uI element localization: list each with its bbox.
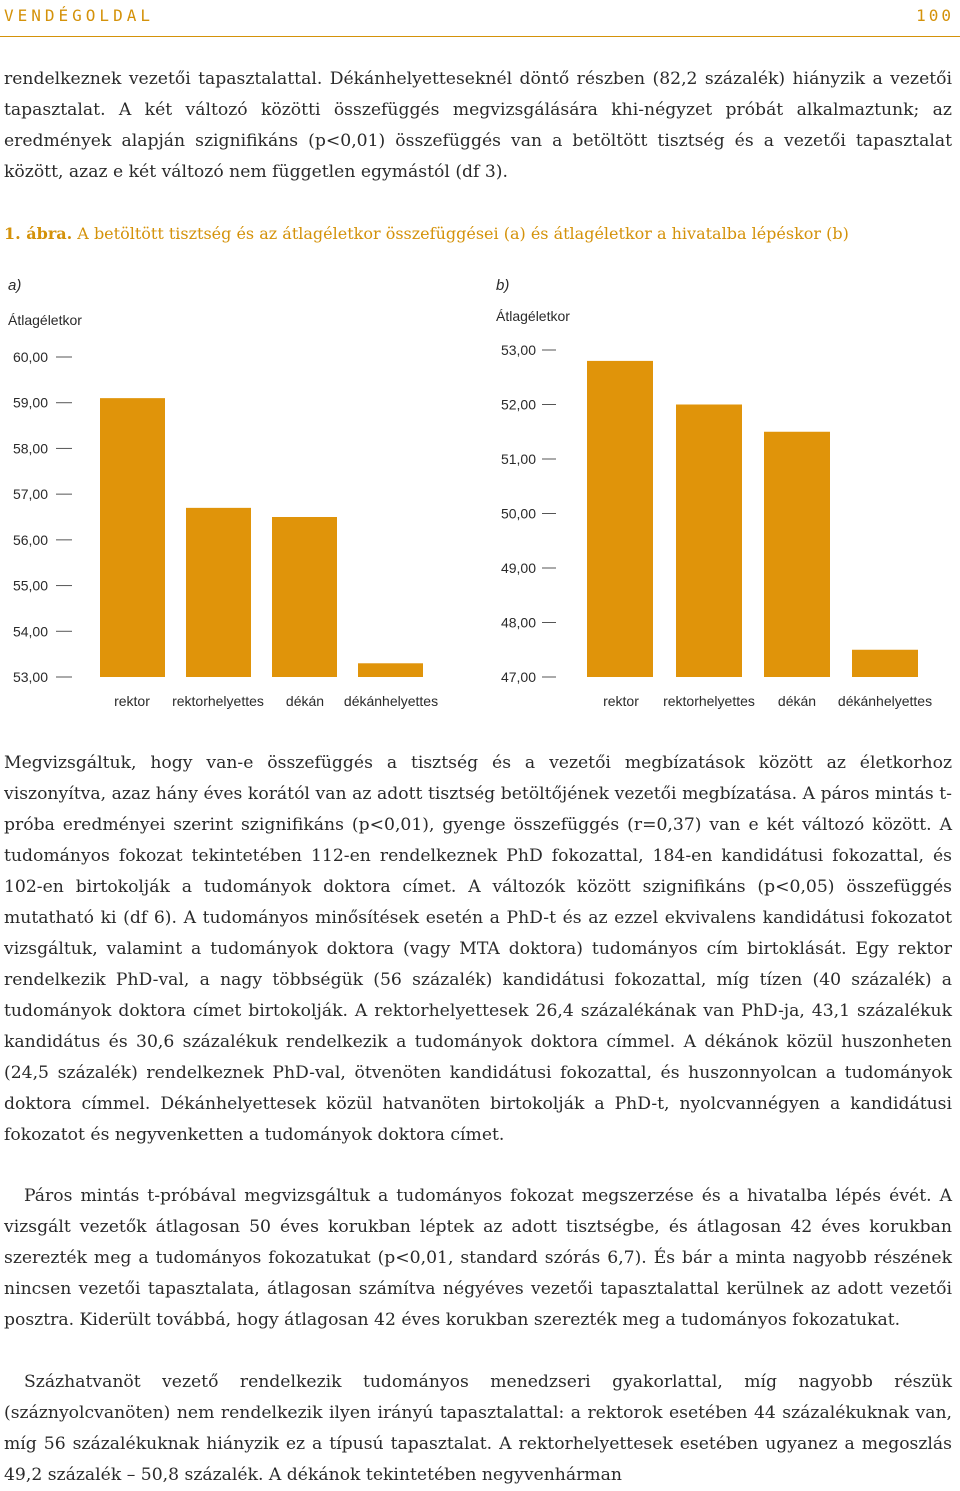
chart-a-category-label: rektor: [114, 693, 150, 709]
top-paragraph: rendelkeznek vezetői tapasztalattal. Dékánhelyetteseknél döntő részben (82,2 százalék) hiányzik a vezetői tapasztalat. A két változó közötti összefüggés megvizsgálására khi-négyzet próbát alkalmaztunk; az eredmények alapján szignifikáns (p<0,01) összefüggés van a betöltött tisztség és a vezetői tapasztalat között, azaz e két változó nem független egymástól (df 3).: [4, 69, 952, 182]
chart-a: [0, 262, 480, 722]
chart-b-category-label: dékánhelyettes: [837, 693, 933, 709]
chart-b-panel-label: b): [496, 277, 510, 294]
body-paragraph-2: Páros mintás t-próbával megvizsgáltuk a tudományos fokozat megszerzése és a hivatalba lépés évét. A vizsgált vezetők átlagosan 50 éves korukban léptek az adott tisztségbe, és átlagosan 42 éves korukban szerezték meg a tudományos fokozatukat (p<0,01, standard szórás 6,7). És bár a minta nagyobb részének nincsen vezetői tapasztalata, átlagosan számítva négyéves vezetői tapasztalattal kerülnek az adott vezetői posztra. Kiderült továbbá, hogy átlagosan 42 éves korukban szerezték meg a tudományos fokozatukat.: [4, 1186, 952, 1330]
figure-caption-label: 1. ábra.: [4, 224, 73, 243]
chart-b-ytick-label: 53,00: [500, 342, 536, 358]
chart-b-ytick-label: 50,00: [500, 505, 536, 522]
chart-b-category-label: dékán: [777, 693, 817, 709]
body-paragraph-3: Százhatvanöt vezető rendelkezik tudományos menedzseri gyakorlattal, míg nagyobb részük (száznyolcvanöten) nem rendelkezik ilyen irányú tapasztalattal: a rektorok esetében 44 százalékuknak van, míg 56 százalékuknak hiányzik ez a típusú tapasztalat. A rektorhelyettesek esetében ugyanez a megoszlás 49,2 százalék – 50,8 százalék. A dékánok tekintetében negyvenhárman: [4, 1372, 952, 1485]
chart-a-bar-rektorhelyettes: [186, 508, 251, 677]
chart-a-category-label: dékán: [285, 693, 325, 709]
chart-b-ytick-label: 48,00: [500, 614, 536, 631]
chart-a-ytick-label: 59,00: [12, 394, 48, 411]
chart-a-bar-dékánhelyettes: [358, 663, 423, 677]
header-rule: [0, 36, 960, 37]
chart-a-ytick-label: 54,00: [12, 623, 48, 640]
chart-a-ylabel: Átlagéletkor: [8, 312, 82, 328]
chart-b-ytick-label: 51,00: [500, 451, 536, 467]
chart-a-ytick-label: 53,00: [12, 669, 48, 685]
chart-a-ytick-label: 55,00: [12, 577, 48, 594]
chart-b-ylabel: Átlagéletkor: [496, 308, 570, 324]
chart-a-ytick-label: 60,00: [12, 349, 48, 365]
chart-a-panel-label: a): [8, 277, 22, 294]
chart-b: [490, 262, 960, 722]
chart-b-bar-rektor: [587, 361, 653, 677]
chart-a-ytick-label: 57,00: [12, 486, 48, 503]
figure-caption: [4, 224, 954, 243]
page-header: [0, 0, 960, 38]
chart-b-bar-rektorhelyettes: [676, 405, 742, 678]
chart-a-ytick-label: 56,00: [12, 531, 48, 548]
chart-b-ytick-label: 49,00: [500, 560, 536, 576]
chart-b-bar-dékán: [764, 432, 830, 677]
body-paragraph-1: Megvizsgáltuk, hogy van-e összefüggés a tisztség és a vezetői megbízatások között az életkorhoz viszonyítva, azaz hány éves korától van az adott tisztség betöltőjének vezetői megbízatása. A páros mintás t-próba eredményei szerint szignifikáns (p<0,01), gyenge összefüggés (r=0,37) van e két változó között. A tudományos fokozat tekintetében 112-en rendelkeznek PhD fokozattal, 184-en kandidátusi fokozattal, és 102-en birtokolják a tudományok doktora címet. A változók között szignifikáns (p<0,05) összefüggés mutatható ki (df 6). A tudományos minősítések esetén a PhD-t és az ezzel ekvivalens kandidátusi fokozatot vizsgáltuk, valamint a tudományok doktora (vagy MTA doktora) tudományos cím birtoklását. Egy rektor rendelkezik PhD-val, a nagy többségük (56 százalék) kandidátusi fokozattal, míg tízen (40 százalék) a tudományok doktora címet birtokolják. A rektorhelyettesek 26,4 százalékának van PhD-ja, 43,1 százalékuk kandidátus és 30,6 százalékuk rendelkezik a tudományok doktora címmel. A dékánok közül huszonheten (24,5 százalék) rendelkeznek PhD-val, ötvenöten kandidátusi fokozattal, és huszonnyolcan a tudományok doktora címmel. Dékánhelyettesek közül hatvanöten birtokolják a PhD-t, nyolcvannégyen a kandidátusi fokozatot és negyvenketten a tudományok doktora címet.: [4, 753, 952, 1145]
chart-a-bar-dékán: [272, 517, 337, 677]
chart-b-bar-dékánhelyettes: [852, 650, 918, 677]
page-number: 100: [916, 6, 954, 25]
chart-b-ytick-label: 52,00: [500, 396, 536, 413]
chart-a-category-label: dékánhelyettes: [343, 693, 439, 709]
section-title: VENDÉGOLDAL: [4, 6, 154, 25]
chart-b-category-label: rektor: [603, 693, 639, 709]
figure-caption-text: A betöltött tisztség és az átlagéletkor összefüggései (a) és átlagéletkor a hivatalba lépéskor (b): [77, 224, 849, 243]
chart-a-bar-rektor: [100, 398, 165, 677]
chart-a-category-label: rektorhelyettes: [172, 693, 264, 709]
chart-a-ytick-label: 58,00: [12, 440, 48, 457]
chart-b-category-label: rektorhelyettes: [663, 693, 755, 709]
chart-b-ytick-label: 47,00: [500, 669, 536, 685]
